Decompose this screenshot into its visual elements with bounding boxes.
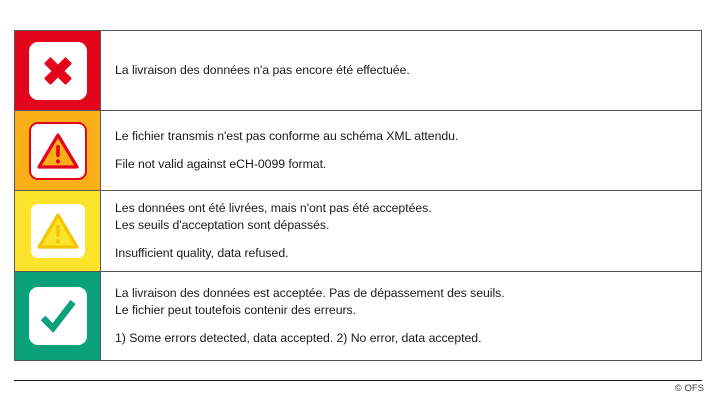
check-icon	[29, 287, 87, 345]
status-text-cell-accepted	[101, 272, 701, 360]
status-paragraph	[115, 128, 701, 145]
status-icon-cell-quality-refused	[15, 191, 101, 271]
warning-triangle-icon	[29, 202, 87, 260]
status-text-cell-quality-refused	[101, 191, 701, 271]
status-line: Les seuils d'acceptation sont dépassés.	[115, 218, 330, 232]
status-line: 1) Some errors detected, data accepted. 2) No error, data accepted.	[115, 331, 482, 345]
footer-divider	[14, 380, 702, 381]
copyright-credit: © OFS	[674, 383, 704, 394]
status-icon-cell-schema-invalid	[15, 111, 101, 190]
status-line: Insufficient quality, data refused.	[115, 246, 289, 260]
status-paragraph-english	[115, 245, 701, 262]
status-icon-cell-accepted	[15, 272, 101, 360]
status-text-cell-not-delivered	[101, 31, 701, 110]
status-paragraph-english	[115, 330, 701, 347]
status-paragraph-english	[115, 156, 701, 173]
status-legend-table	[14, 30, 702, 361]
table-row	[15, 31, 701, 111]
warning-triangle-icon	[29, 122, 87, 180]
status-text-cell-schema-invalid	[101, 111, 701, 190]
table-row	[15, 191, 701, 272]
status-line: File not valid against eCH-0099 format.	[115, 157, 327, 171]
status-line: Le fichier peut toutefois contenir des erreurs.	[115, 303, 356, 317]
status-line: Le fichier transmis n'est pas conforme au schéma XML attendu.	[115, 129, 459, 143]
cross-icon	[29, 42, 87, 100]
table-row	[15, 111, 701, 191]
status-icon-cell-not-delivered	[15, 31, 101, 110]
status-paragraph	[115, 285, 701, 319]
table-row	[15, 272, 701, 360]
status-line: La livraison des données n'a pas encore été effectuée.	[115, 63, 410, 77]
status-line: Les données ont été livrées, mais n'ont pas été acceptées.	[115, 201, 432, 215]
status-paragraph	[115, 200, 701, 234]
status-line: La livraison des données est acceptée. Pas de dépassement des seuils.	[115, 286, 505, 300]
status-paragraph	[115, 62, 701, 79]
